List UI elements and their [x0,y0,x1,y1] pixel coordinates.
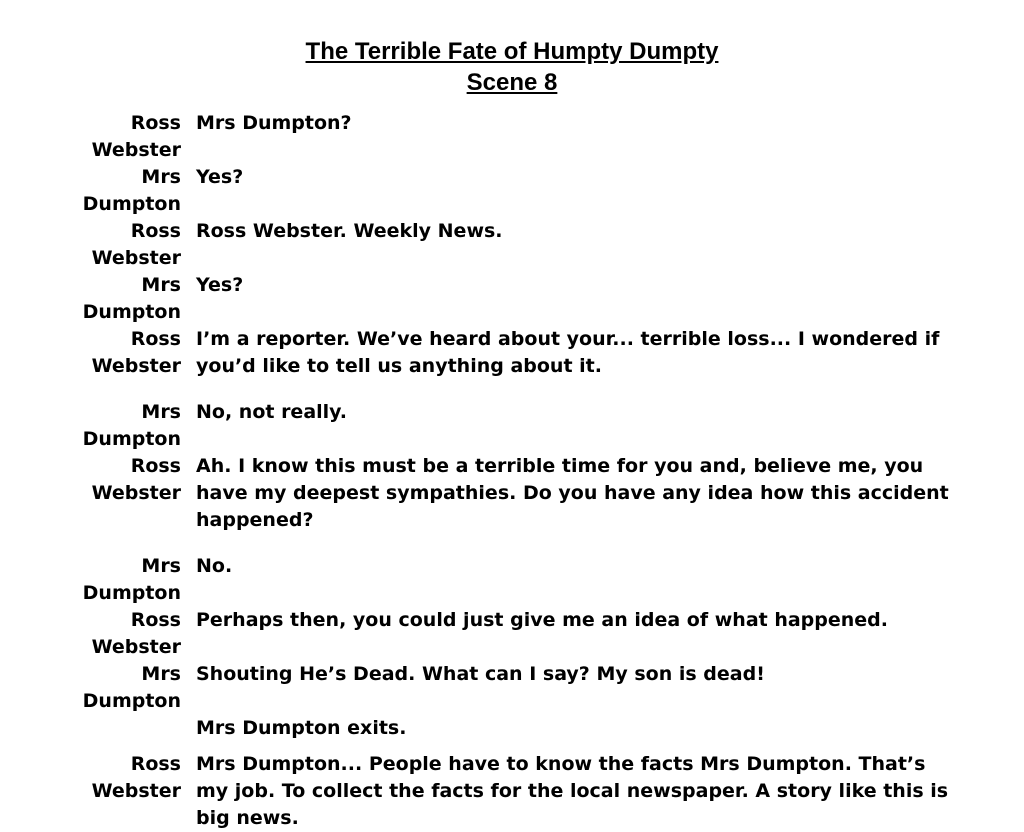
dialogue-text: Yes? [196,166,244,188]
dialogue-text: No. [196,555,233,577]
stage-direction-row [0,715,1024,742]
speaker-name: Ross Webster [91,455,181,504]
dialogue-text: Ross Webster. Weekly News. [196,220,503,242]
dialogue-line [0,326,1024,380]
dialogue-line [0,272,1024,326]
speaker-name: Ross Webster [91,753,181,802]
stage-direction: Mrs Dumpton exits. [196,717,407,739]
dialogue-line [0,751,1024,832]
dialogue-text: I’m a reporter. We’ve heard about your... terrible loss... I wondered if you’d like to tell us anything about it. [196,328,940,377]
dialogue-text: Perhaps then, you could just give me an idea of what happened. [196,609,888,631]
dialogue-text: Ah. I know this must be a terrible time for you and, believe me, you have my deepest sympathies. Do you have any idea how this accident happened? [196,455,949,531]
document-header [0,36,1024,98]
dialogue-line [0,218,1024,272]
document-title: The Terrible Fate of Humpty Dumpty [305,38,719,65]
dialogue-text: Mrs Dumpton... People have to know the facts Mrs Dumpton. That’s my job. To collect the facts for the local newspaper. A story like this is big news. [196,753,949,829]
dialogue-line [0,661,1024,715]
speaker-name: Ross Webster [91,220,181,269]
speaker-name: Ross Webster [91,609,181,658]
dialogue-line [0,553,1024,607]
dialogue-line [0,164,1024,218]
script-body [0,110,1024,832]
dialogue-text: Yes? [196,274,244,296]
speaker-name: Ross Webster [91,112,181,161]
dialogue-line [0,110,1024,164]
dialogue-line [0,399,1024,453]
speaker-name: Mrs Dumpton [82,663,181,712]
speaker-name: Mrs Dumpton [82,555,181,604]
speaker-empty [0,715,181,742]
scene-heading: Scene 8 [466,69,558,96]
dialogue-text: No, not really. [196,401,348,423]
speaker-name: Mrs Dumpton [82,401,181,450]
speaker-name: Ross Webster [91,328,181,377]
dialogue-text: Shouting He’s Dead. What can I say? My son is dead! [196,663,765,685]
dialogue-text: Mrs Dumpton? [196,112,352,134]
speaker-name: Mrs Dumpton [82,274,181,323]
speaker-name: Mrs Dumpton [82,166,181,215]
dialogue-line [0,453,1024,534]
dialogue-line [0,607,1024,661]
